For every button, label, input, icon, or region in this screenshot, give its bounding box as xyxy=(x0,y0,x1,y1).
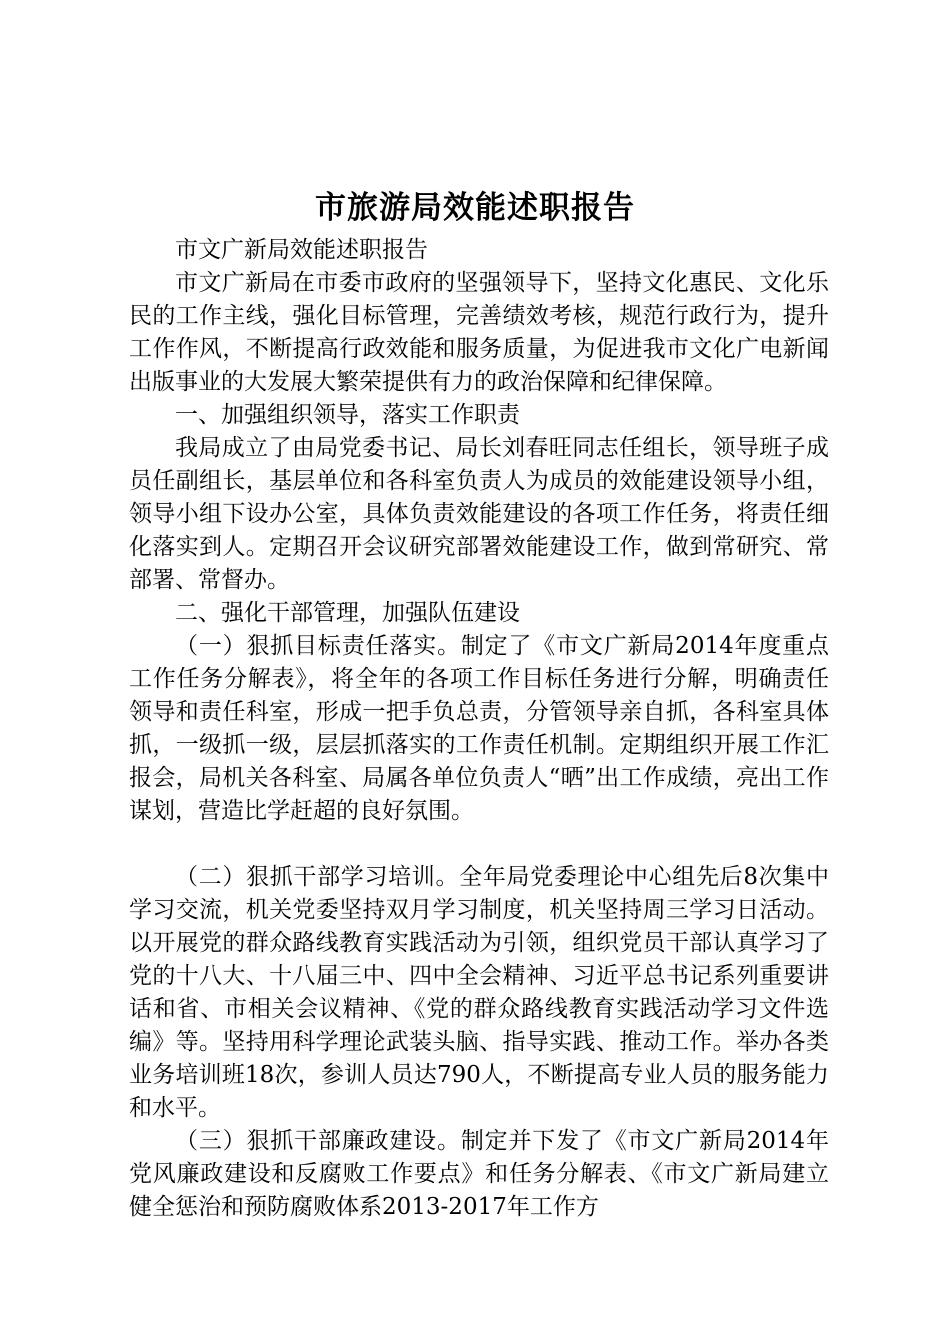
paragraph-item-2: （二）狠抓干部学习培训。全年局党委理论中心组先后8次集中学习交流，机关党委坚持双月学习制度，机关坚持周三学习日活动。以开展党的群众路线教育实践活动为引领，组织党员干部认真学习了党的十八大、十八届三中、四中全会精神、习近平总书记系列重要讲话和省、市相关会议精神、《党的群众路线教育实践活动学习文件选编》等。坚持用科学理论武装头脑、指导实践、推动工作。举办各类业务培训班18次，参训人员达790人，不断提高专业人员的服务能力和水平。 xyxy=(129,864,829,1121)
section-heading-1: 一、加强组织领导，落实工作职责 xyxy=(175,402,520,428)
document-body xyxy=(129,234,829,1224)
paragraph-section-1: 我局成立了由局党委书记、局长刘春旺同志任组长，领导班子成员任副组长，基层单位和各科室负责人为成员的效能建设领导小组，领导小组下设办公室，具体负责效能建设的各项工作任务，将责任细化落实到人。定期召开会议研究部署效能建设工作，做到常研究、常部署、常督办。 xyxy=(129,435,829,593)
section-heading-2: 二、强化干部管理，加强队伍建设 xyxy=(175,600,520,626)
document-title: 市旅游局效能述职报告 xyxy=(315,190,635,226)
paragraph-item-1: （一）狠抓目标责任落实。制定了《市文广新局2014年度重点工作任务分解表》，将全年的各项工作目标任务进行分解，明确责任领导和责任科室，形成一把手负总责，分管领导亲自抓，各科室具体抓，一级抓一级，层层抓落实的工作责任机制。定期组织开展工作汇报会，局机关各科室、局属各单位负责人“晒”出工作成绩，亮出工作谋划，营造比学赶超的良好氛围。 xyxy=(129,633,829,824)
paragraph-subtitle: 市文广新局效能述职报告 xyxy=(175,237,428,263)
paragraph-item-3: （三）狠抓干部廉政建设。制定并下发了《市文广新局2014年党风廉政建设和反腐败工作要点》和任务分解表、《市文广新局建立健全惩治和预防腐败体系2013-2017年工作方 xyxy=(129,1128,829,1220)
paragraph-intro: 市文广新局在市委市政府的坚强领导下，坚持文化惠民、文化乐民的工作主线，强化目标管理，完善绩效考核，规范行政行为，提升工作作风，不断提高行政效能和服务质量，为促进我市文化广电新闻出版事业的大发展大繁荣提供有力的政治保障和纪律保障。 xyxy=(129,270,829,395)
